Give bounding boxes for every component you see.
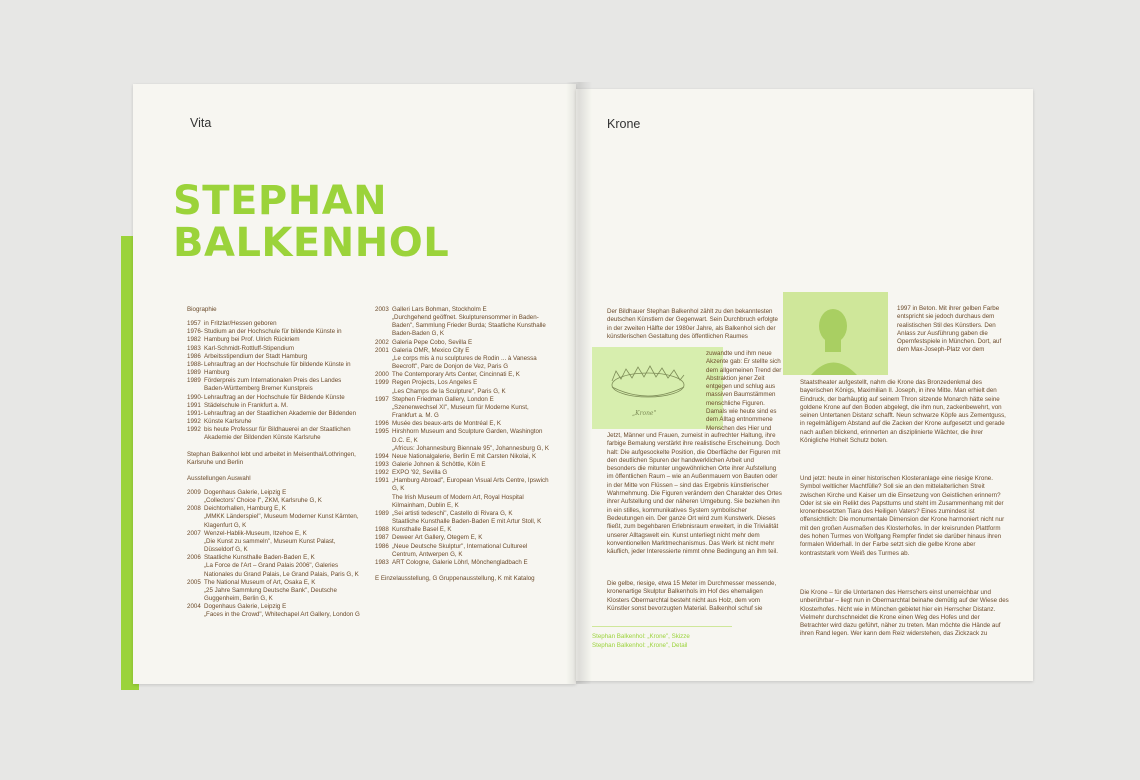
- vita-entry: [187, 562, 361, 578]
- crown-sketch-drawing: [592, 347, 723, 429]
- vita-entry: [375, 534, 552, 542]
- krone-column-1-main: Jetzt, Männer und Frauen, zumeist in aufrechter Haltung, ihre farbige Bemalung verstärkt ihre realistische Erscheinung. Doch halt: Die aufgesockelte Position, die Oberfläche der Figuren mit den deutlichen Spuren der handwerklichen Arbeit und besonders die mitunter ungewöhnlichen Orte ihrer Aufstellung im öffentlichen Raum – wie an Außenmauern von Bauten oder in der Mitte von Flüssen – sind das Ergebnis künstlerischer Wahrnehmung. Die Figuren verändern den Charakter des Ortes ihrer Aufstellung und der näheren Umgebung. Sie beziehen ihn in ein stilles, kommunikatives System symbolischer Bedeutungen ein. Der ganze Ort wird zum Kunstwerk. Dieses fließt, zum begehbaren Erlebnisraum erweitert, in die Trivialität unserer Alltagswelt ein. Kunst unterliegt nicht mehr dem konventionellen Marktmechanismus. Das Werk ist nicht mehr käuflich, jeder Interessierte nimmt ohne Bedingung an ihm teil.: [607, 432, 782, 556]
- entry-text: „Collectors' Choice I", ZKM, Karlsruhe G, K: [204, 497, 322, 505]
- entry-text: Karl-Schmidt-Rottluff-Stipendium: [204, 344, 294, 352]
- vita-entry: [187, 497, 361, 505]
- vita-entry: [375, 494, 552, 510]
- vita-entry: [187, 410, 361, 426]
- entry-year: 1986: [187, 352, 201, 360]
- vita-entry: [375, 355, 552, 371]
- entry-year: 1992: [375, 469, 389, 477]
- entry-text: Lehrauftrag an der Hochschule für bildende Künste in Hamburg: [204, 360, 351, 377]
- entry-year: 1989: [187, 377, 201, 385]
- vita-entry: [187, 426, 361, 442]
- vita-entry: [187, 538, 361, 554]
- image-captions: [592, 632, 690, 650]
- biography-heading: Biographie: [187, 306, 217, 313]
- entry-year: 2004: [187, 603, 201, 611]
- entry-text: „Hamburg Abroad", European Visual Arts Centre, Ipswich G, K: [392, 477, 549, 493]
- vita-entry: [375, 339, 552, 347]
- vita-entry: [187, 611, 361, 619]
- entry-year: [375, 355, 392, 371]
- entry-text: Galeria Pepe Cobo, Sevilla E: [392, 338, 473, 346]
- krone-beside-photo: 1997 in Beton. Mit ihrer gelben Farbe entspricht sie jedoch durchaus dem realistischen Stil des Künstlers. Den Anlass zur Ausführung gaben die Opernfestspiele in München. Dort, auf dem Max-Joseph-Platz vor dem: [897, 305, 1002, 354]
- entry-year: 1987: [375, 534, 389, 542]
- entry-year: [375, 404, 392, 420]
- entry-year: [187, 497, 204, 505]
- caption-sketch: Stephan Balkenhol: „Krone", Skizze: [592, 633, 690, 640]
- caption-detail: Stephan Balkenhol: „Krone", Detail: [592, 642, 688, 649]
- artist-name-line2: BALKENHOL: [173, 220, 450, 266]
- krone-intro: Der Bildhauer Stephan Balkenhol zählt zu den bekanntesten deutschen Künstlern der Gegenwart. Sein Durchbruch erfolgte in der zweiten Hälfte der 1980er Jahre, als Balkenhol sich der künstlerischen Gestaltung des öffentlichen Raumes: [607, 308, 778, 340]
- exhibitions-list-2: [375, 306, 552, 567]
- left-page: [133, 84, 576, 684]
- krone-beside-sketch: zuwandte und ihm neue Akzente gab: Er stellte sich dem allgemeinen Trend der Abstraktion jener Zeit entgegen und schlug aus massiven Baumstämmen menschliche Figuren. Damals wie heute sind es dem Alltag entnommene Menschen des Hier und: [706, 350, 782, 432]
- entry-text: Staatliche Kunsthalle Baden-Baden E mit Artur Stoll, K: [392, 518, 542, 526]
- vita-entry: [187, 505, 361, 513]
- entry-year: [187, 611, 204, 619]
- vita-entry: [187, 394, 361, 410]
- entry-year: 1983: [375, 558, 389, 566]
- artist-name-line1: STEPHAN: [173, 178, 388, 224]
- vita-entry: [375, 371, 552, 379]
- entry-text: Stephen Friedman Gallery, London E: [392, 395, 494, 403]
- entry-year: 1957: [187, 320, 201, 328]
- entry-text: Galeria OMR, Mexico City E: [392, 346, 470, 354]
- entry-year: 2005: [187, 578, 201, 586]
- entry-year: 1995: [375, 428, 389, 436]
- vita-entry: [375, 347, 552, 355]
- entry-year: 1993: [375, 460, 389, 468]
- vita-entry: [187, 579, 361, 587]
- vita-entry: [375, 526, 552, 534]
- vita-entry: [375, 469, 552, 477]
- entry-year: 2002: [375, 338, 389, 346]
- vita-entry: [375, 379, 552, 387]
- entry-text: Dogenhaus Galerie, Leipzig E: [204, 488, 287, 496]
- vita-entry: [375, 396, 552, 404]
- entry-year: [375, 494, 392, 510]
- vita-entry: [375, 306, 552, 314]
- vita-entry: [375, 404, 552, 420]
- book-spine: [566, 82, 592, 684]
- entry-year: 1992: [187, 426, 201, 434]
- entry-text: „MMKK Länderspiel", Museum Moderner Kunst Kärnten, Klagenfurt G, K: [204, 513, 359, 529]
- entry-text: Neue Nationalgalerie, Berlin E mit Carsten Nikolai, K: [392, 452, 537, 460]
- vita-entry: [187, 328, 361, 344]
- entry-year: 2008: [187, 505, 201, 513]
- entry-text: Staatliche Kunsthalle Baden-Baden E, K: [204, 554, 315, 562]
- entry-text: The Irish Museum of Modern Art, Royal Hospital Kilmainham, Dublin E, K: [392, 493, 524, 509]
- vita-entry: [375, 510, 552, 518]
- entry-year: 1999: [375, 379, 389, 387]
- entry-text: Galerie Johnen & Schöttle, Köln E: [392, 460, 486, 468]
- sculpted-head-figure: [783, 292, 888, 375]
- entry-year: 2006: [187, 554, 201, 562]
- vita-entry: [187, 513, 361, 529]
- entry-year: 1976-1982: [187, 328, 203, 344]
- entry-year: 1991: [375, 477, 389, 485]
- entry-text: Lehrauftrag an der Staatlichen Akademie der Bildenden Künste Karlsruhe: [204, 409, 357, 426]
- entry-year: [375, 314, 392, 338]
- entry-year: [187, 538, 204, 554]
- entry-year: [375, 445, 392, 453]
- vita-entry: [375, 461, 552, 469]
- vita-entry: [375, 559, 552, 567]
- vita-entry: [375, 477, 552, 493]
- vita-entry: [375, 420, 552, 428]
- vita-entry: [375, 445, 552, 453]
- krone-column-2-main: Staatstheater aufgestellt, nahm die Krone das Bronzedenkmal des bayerischen Königs, Maximilian II. Joseph, in ihre Mitte. Man erhielt den Eindruck, der barhäuptig auf seinem Thron sitzende Monarch hätte seine goldene Krone auf den Boden abgelegt, die ihm nun, zackenbewehrt, von seinen Untertanen Distanz schafft. Neun schwarze Köpfe aus Zementguss, in regelmäßigem Abstand auf die Zacken der Krone aufgesetzt und gerade nach außen blickend, erinnerten an disziplinierte Wächter, die ihrer Königliche Hoheit Schutz boten.: [800, 379, 1006, 445]
- section-title-vita: Vita: [190, 116, 212, 130]
- right-page: [576, 89, 1033, 681]
- residence-text: Stephan Balkenhol lebt und arbeitet in Meisenthal/Lothringen, Karlsruhe und Berlin: [187, 450, 356, 466]
- entry-text: Deweer Art Gallery, Otegem E, K: [392, 534, 483, 542]
- entry-text: „Le corps mis à nu sculptures de Rodin ... à Vanessa Beecroft", Parc de Donjon de Vez, Paris G: [392, 354, 537, 371]
- entry-text: Studium an der Hochschule für bildende Künste in Hamburg bei Prof. Ulrich Rückriem: [204, 328, 342, 344]
- vita-column-1: [187, 306, 361, 619]
- vita-entry: [375, 388, 552, 396]
- vita-entry: [187, 554, 361, 562]
- entry-text: in Fritzlar/Hessen geboren: [204, 320, 277, 328]
- section-title-krone: Krone: [607, 117, 641, 131]
- exhibitions-list-1: [187, 489, 361, 620]
- entry-year: [187, 587, 204, 603]
- biography-list: [187, 320, 361, 442]
- entry-text: Förderpreis zum Internationalen Preis des Landes Baden-Württemberg Bremer Kunstpreis: [204, 377, 342, 393]
- vita-entry: [187, 489, 361, 497]
- entry-year: 2003: [375, 306, 389, 313]
- crown-sketch-image: [592, 347, 723, 429]
- entry-year: [187, 513, 204, 529]
- entry-text: Wenzel-Hablik-Museum, Itzehoe E, K: [204, 529, 307, 537]
- entry-year: 1997: [375, 395, 389, 403]
- vita-column-2: [375, 306, 552, 583]
- krone-column-1-end: Die gelbe, riesige, etwa 15 Meter im Durchmesser messende, kronenartige Skulptur Balkenhols im Hof des ehemaligen Klosters Obermarchtal besteht nicht aus Holz, dem vom Künstler sonst bevorzugten Material. Balkenhol schuf sie: [607, 580, 777, 612]
- entry-text: „Les Champs de la Sculpture", Paris G, K: [392, 387, 506, 395]
- vita-entry: [187, 353, 361, 361]
- entry-year: 2009: [187, 488, 201, 496]
- entry-text: Arbeitsstipendium der Stadt Hamburg: [204, 352, 308, 360]
- entry-year: 1989: [375, 509, 389, 517]
- entry-text: The National Museum of Art, Osaka E, K: [204, 578, 316, 586]
- krone-column-2-para3: Die Krone – für die Untertanen des Herrschers einst unerreichbar und unberührbar – liegt nun in Obermarchtal beinahe demütig auf der Wiese des Klosterhofes. Nicht wie in München gebietet hier ein Herrscher Distanz. Vielmehr durchschneidet die Krone einen Weg des Hofes und der Betrachter wird dazu geführt, näher zu treten. Man möchte die Hände auf ihren Rand legen. Wer kann dem Reiz widerstehen, das Zickzack zu: [800, 589, 1009, 638]
- sketch-label: „Krone": [632, 410, 657, 417]
- entry-text: Musée des beaux-arts de Montréal E, K: [392, 420, 502, 428]
- entry-text: EXPO '92, Sevilla G: [392, 469, 448, 477]
- entry-year: 1991-1992: [187, 409, 203, 426]
- vita-entry: [187, 361, 361, 377]
- entry-year: [375, 518, 392, 526]
- vita-entry: [187, 587, 361, 603]
- entry-year: 2001: [375, 346, 389, 354]
- entry-year: [187, 562, 204, 578]
- entry-year: 1988-1989: [187, 360, 203, 377]
- vita-entry: [375, 518, 552, 526]
- vita-entry: [375, 543, 552, 559]
- entry-text: „Sei artisti tedeschi", Castello di Rivara G, K: [392, 509, 513, 517]
- entry-year: 1996: [375, 420, 389, 428]
- entry-text: ART Cologne, Galerie Löhrl, Mönchengladbach E: [392, 558, 528, 566]
- entry-text: Hirshhorn Museum and Sculpture Garden, Washington D.C. E, K: [392, 428, 543, 444]
- entry-text: „Die Kunst zu sammeln", Museum Kunst Palast, Düsseldorf G, K: [204, 537, 336, 554]
- entry-year: 1988: [375, 526, 389, 534]
- vita-entry: [187, 530, 361, 538]
- vita-entry: [375, 314, 552, 338]
- vita-entry: [187, 603, 361, 611]
- vita-entry: [187, 377, 361, 393]
- entry-text: bis heute Professur für Bildhauerei an der Staatlichen Akademie der Bildenden Künste Karlsruhe: [204, 426, 351, 442]
- entry-year: [375, 388, 392, 396]
- entry-text: Regen Projects, Los Angeles E: [392, 379, 478, 387]
- entry-text: „Durchgehend geöffnet. Skulpturensommer in Baden-Baden", Sammlung Frieder Burda; Staatliche Kunsthalle Baden-Baden G, K: [392, 314, 546, 338]
- entry-year: 2007: [187, 529, 201, 537]
- vita-entry: [375, 453, 552, 461]
- entry-text: The Contemporary Arts Center, Cincinnati E, K: [392, 371, 520, 379]
- entry-year: 1990-1991: [187, 393, 203, 409]
- entry-text: Galleri Lars Bohman, Stockholm E: [392, 306, 487, 313]
- entry-year: 2000: [375, 371, 389, 379]
- vita-entry: [187, 320, 361, 328]
- legend-text: E Einzelausstellung, G Gruppenausstellung, K mit Katalog: [375, 575, 535, 582]
- artist-name: [173, 180, 449, 264]
- crown-head-photo: [783, 292, 888, 375]
- entry-text: Lehrauftrag an der Hochschule für Bildende Künste Städelschule in Frankfurt a. M.: [204, 393, 345, 409]
- entry-text: Deichtorhallen, Hamburg E, K: [204, 505, 286, 513]
- entry-text: Dogenhaus Galerie, Leipzig E: [204, 603, 287, 611]
- caption-divider: [592, 626, 732, 627]
- vita-entry: [375, 428, 552, 444]
- exhibitions-heading: Ausstellungen Auswahl: [187, 474, 251, 482]
- entry-text: „Neue Deutsche Skulptur", International Cultureel Centrum, Antwerpen G, K: [392, 542, 528, 558]
- entry-text: „25 Jahre Sammlung Deutsche Bank", Deutsche Guggenheim, Berlin G, K: [204, 586, 337, 602]
- vita-entry: [187, 345, 361, 353]
- entry-text: „Szenenwechsel XI", Museum für Moderne Kunst, Frankfurt a. M. G: [392, 403, 529, 420]
- entry-text: „Faces in the Crowd", Whitechapel Art Gallery, London G: [204, 611, 360, 619]
- entry-text: Kunsthalle Basel E, K: [392, 526, 452, 534]
- krone-column-2-para2: Und jetzt: heute in einer historischen Klosteranlage eine riesige Krone. Symbol weltlicher Machtfülle? Soll sie an den mittelalterlichen Streit zwischen Kirche und Kaiser um die Einsetzung von Geistlichen erinnern? Oder ist sie ein Relikt des Papsttums und steht im Zusammenhang mit der kronenbesetzten Tiara des Heiligen Vaters? Eines zumindest ist offensichtlich: Die monumentale Dimension der Krone harmoniert nicht nur mit den großen Ausmaßen des Klosterhofes. In der kreisrunden Plattform des hohen Turmes von Wolfgang Rempfer findet sie darüber hinaus ihren formalen Widerhall. In der Farbe setzt sich die gelbe Krone aber kontraststark vom Weiß des Turmes ab.: [800, 475, 1005, 557]
- entry-year: 1986: [375, 542, 389, 550]
- entry-text: „Africus: Johannesburg Biennale 95", Johannesburg G, K: [392, 444, 549, 452]
- entry-year: 1983: [187, 344, 201, 352]
- entry-text: „La Force de l'Art – Grand Palais 2006", Galeries Nationales du Grand Palais, Le Grand Palais, Paris G, K: [204, 562, 359, 578]
- entry-year: 1994: [375, 452, 389, 460]
